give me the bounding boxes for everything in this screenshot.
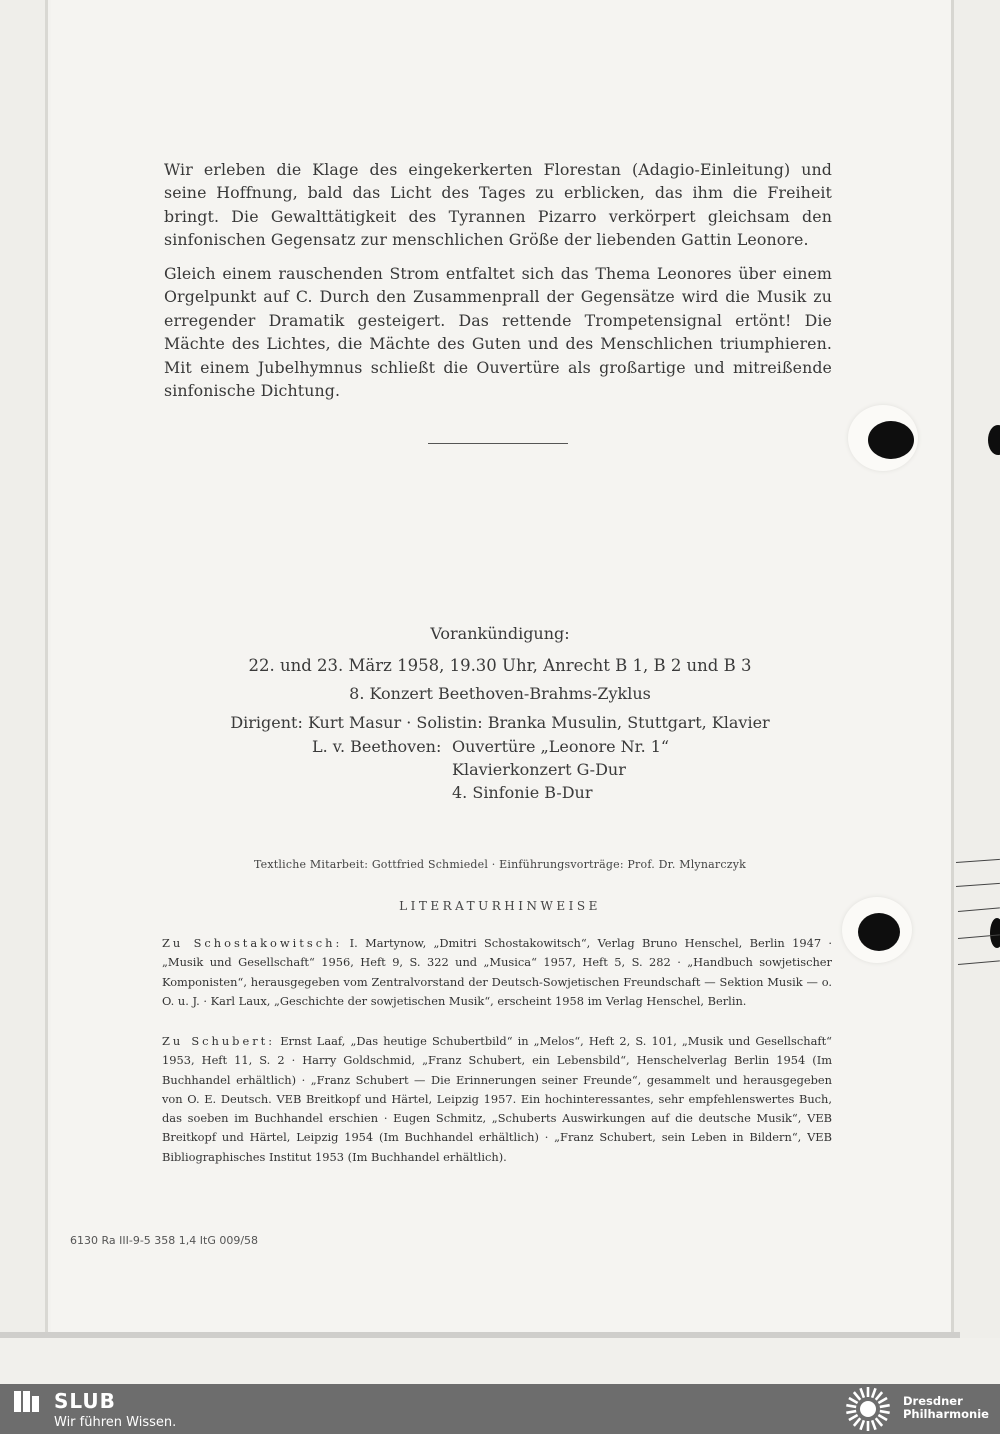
announcement-composer: L. v. Beethoven: (312, 737, 442, 756)
literature-entry-label: Zu Schostakowitsch: (162, 936, 343, 950)
footer-bar (0, 1384, 1000, 1434)
left-page-edge (0, 0, 48, 1384)
punch-hole (868, 421, 914, 459)
intro-paragraph-2: Gleich einem rauschenden Strom entfaltet sich das Thema Leonores über einem Orgelpunkt auf C. Durch den Zusammenprall der Gegensätze wird die Musik zu erregender Dramatik gesteigert. Das rettende Trompetensignal ertönt! Die Mächte des Lichtes, die Mächte des Guten und des Menschlichen triumphieren. Mit einem Jubelhymnus schließt die Ouvertüre als großartige und mitreißende sinfonische Dichtung. (164, 264, 832, 401)
philharmonie-logo-icon[interactable] (842, 1384, 894, 1434)
announcement-heading: Vorankündigung: (430, 624, 570, 643)
slub-name[interactable]: SLUB (54, 1389, 116, 1413)
program-work: Klavierkonzert G-Dur (452, 760, 626, 779)
literature-entry-text: Ernst Laaf, „Das heutige Schubertbild“ in „Melos“, Heft 2, S. 101, „Musik und Gesellschaft“ 1953, Heft 11, S. 2 · Harry Goldschmid, „Franz Schubert, ein Lebensbild“, Henschelverlag Berlin 1954 (Im Buchhandel erhältlich) · „Franz Schubert — Die Erinnerungen seiner Freunde“, gesammelt und herausgegeben von O. E. Deutsch. VEB Breitkopf und Härtel, Leipzig 1957. Ein hochinteressantes, sehr empfehlenswertes Buch, das soeben im Buchhandel erschien · Eugen Schmitz, „Schuberts Auswirkungen auf die deutsche Musik“, VEB Breitkopf und Härtel, Leipzig 1954 (Im Buchhandel erhältlich) · „Franz Schubert, sein Leben in Bildern“, VEB Bibliographisches Institut 1953 (Im Buchhandel erhältlich). (162, 1034, 833, 1164)
page-bottom-margin (0, 1338, 1000, 1384)
punch-hole (990, 918, 1000, 948)
slub-tagline: Wir führen Wissen. (54, 1415, 177, 1430)
announcement-concert: 8. Konzert Beethoven-Brahms-Zyklus (349, 684, 651, 703)
right-page-edge (951, 0, 1000, 1384)
announcement-performers: Dirigent: Kurt Masur · Solistin: Branka Musulin, Stuttgart, Klavier (230, 713, 770, 732)
philharmonie-name (903, 1395, 989, 1421)
program-work: Ouvertüre „Leonore Nr. 1“ (452, 737, 670, 756)
page-bottom-shadow (0, 1332, 960, 1338)
credits-line: Textliche Mitarbeit: Gottfried Schmiedel · Einführungsvorträge: Prof. Dr. Mlynarczyk (254, 858, 746, 871)
intro-paragraph-1: Wir erleben die Klage des eingekerkerten Florestan (Adagio-Einleitung) und seine Hoffnung, bald das Licht des Tages zu erblicken, das ihm die Freiheit bringt. Die Gewalttätigkeit des Tyrannen Pizarro verkörpert gleichsam den sinfonischen Gegensatz zur menschlichen Größe der liebenden Gattin Leonore. (164, 160, 832, 250)
literature-entry (162, 934, 832, 1011)
literature-entry-label: Zu Schubert: (162, 1034, 276, 1048)
literature-entry-text: I. Martynow, „Dmitri Schostakowitsch“, Verlag Bruno Henschel, Berlin 1947 · „Musik und Gesellschaft“ 1956, Heft 9, S. 322 und „Musica“ 1957, Heft 5, S. 282 · „Handbuch sowjetischer Komponisten“, herausgegeben vom Zentralvorstand der Deutsch-Sowjetischen Freundschaft — Sektion Musik — o. O. u. J. · Karl Laux, „Geschichte der sowjetischen Musik“, erscheint 1958 im Verlag Henschel, Berlin. (162, 936, 833, 1008)
philharmonie-name-line2: Philharmonie (903, 1407, 989, 1421)
punch-hole (858, 913, 900, 951)
section-divider (428, 443, 568, 444)
slub-logo-icon[interactable] (12, 1388, 42, 1414)
printer-code: 6130 Ra III-9-5 358 1,4 ItG 009/58 (70, 1234, 259, 1247)
philharmonie-name-line1: Dresdner (903, 1394, 963, 1408)
program-work: 4. Sinfonie B-Dur (452, 783, 593, 802)
literature-heading: LITERATURHINWEISE (399, 899, 601, 913)
announcement-date: 22. und 23. März 1958, 19.30 Uhr, Anrecht B 1, B 2 und B 3 (248, 656, 752, 675)
literature-entry (162, 1032, 832, 1167)
